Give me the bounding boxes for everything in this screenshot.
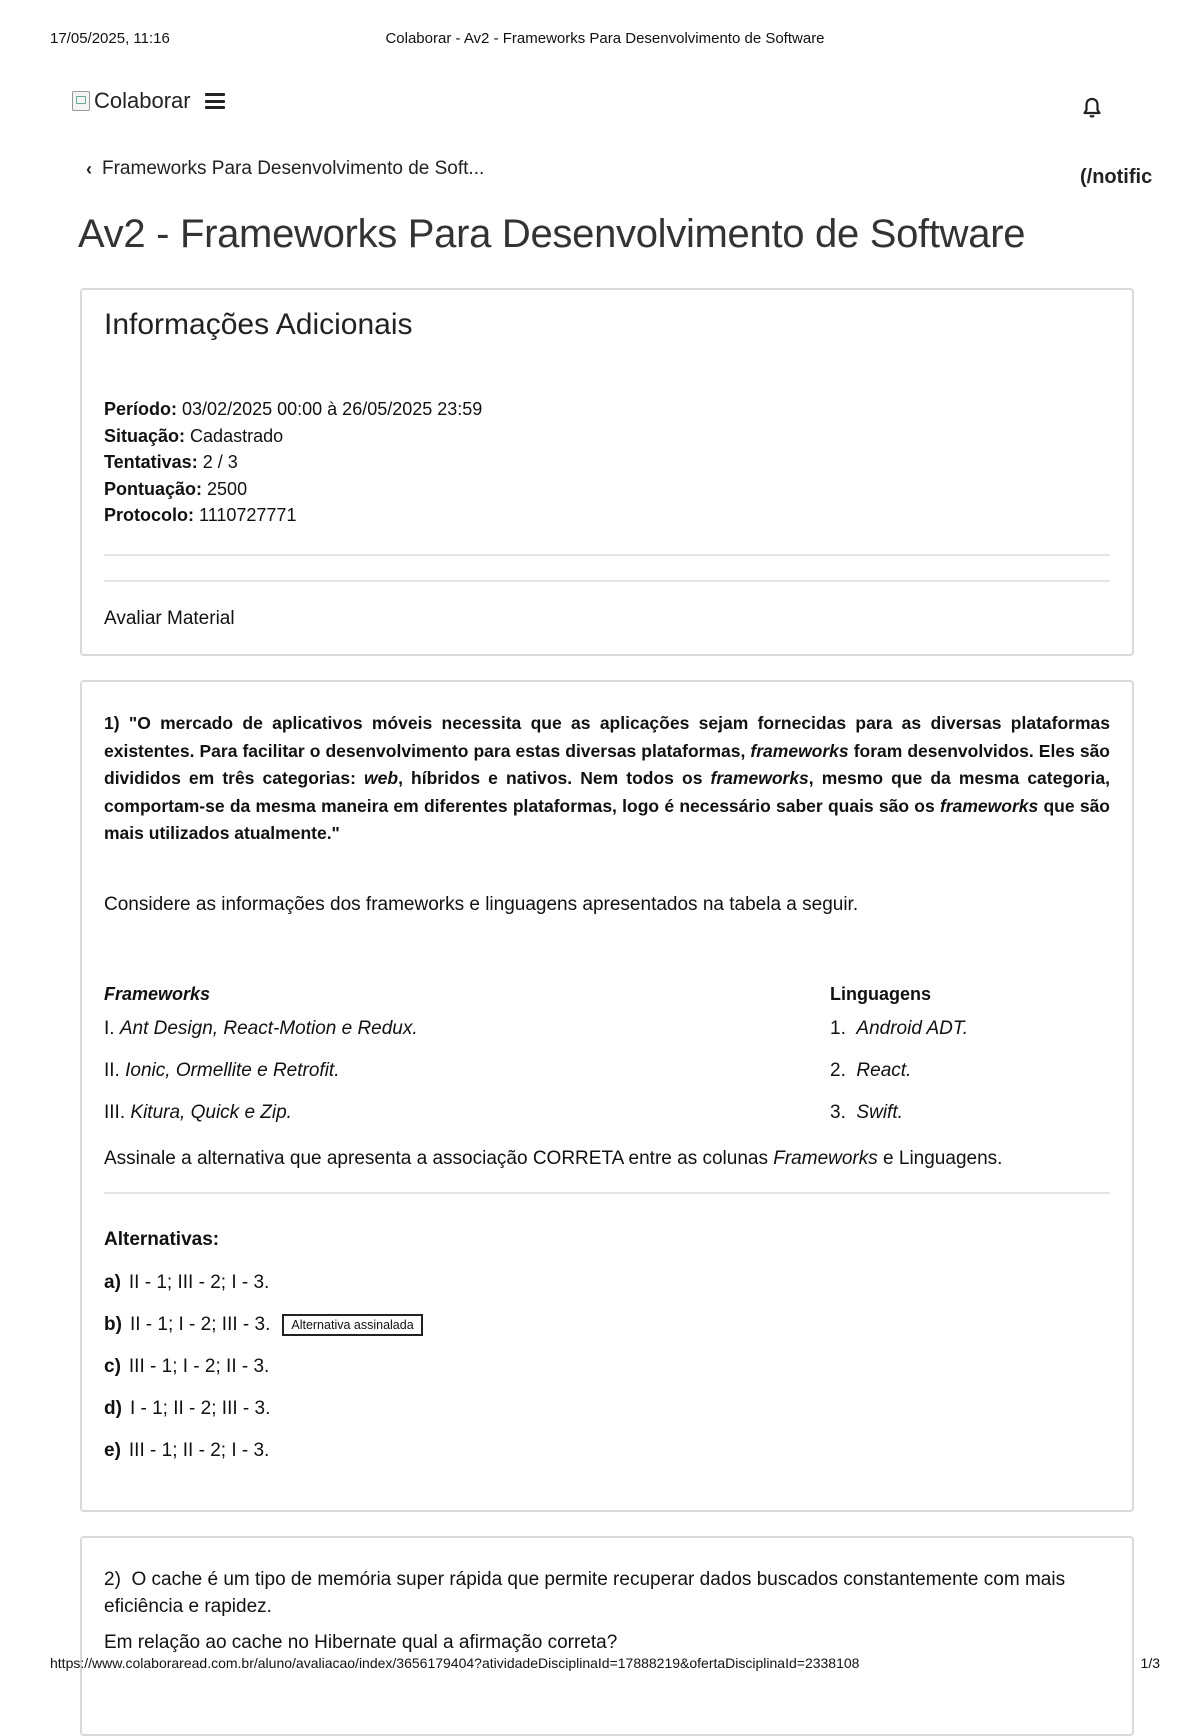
question-1-instruction: Considere as informações dos frameworks e linguagens apresentados na tabela a seguir. [104, 894, 859, 915]
question-1-prompt: Assinale a alternativa que apresenta a associação CORRETA entre as colunas Frameworks e Linguagens. [104, 1148, 1003, 1169]
info-card [80, 288, 1134, 656]
logo[interactable] [72, 88, 191, 114]
marked-alternative-badge: Alternativa assinalada [282, 1314, 422, 1336]
back-link[interactable] [86, 158, 484, 180]
question-2-card [80, 1536, 1134, 1736]
avaliar-material-link[interactable]: Avaliar Material [104, 608, 235, 629]
info-card-title: Informações Adicionais [104, 308, 413, 341]
bell-icon[interactable] [1080, 96, 1104, 120]
print-page-number: 1/3 [1140, 1655, 1160, 1671]
question-2-statement: 2) O cache é um tipo de memória super rápida que permite recuperar dados buscados constantemente com mais eficiência e rapidez. [104, 1569, 1066, 1617]
info-protocolo: Protocolo: 1110727771 [104, 505, 297, 525]
print-url: https://www.colaboraread.com.br/aluno/avaliacao/index/3656179404?atividadeDisciplinaId=17888219&ofertaDisciplinaId=2338108 [50, 1655, 860, 1671]
alternatives-header: Alternativas: [104, 1229, 220, 1250]
framework-row: I. Ant Design, React-Motion e Redux. [104, 1018, 418, 1039]
language-row: 2. React. [830, 1060, 912, 1081]
page-title: Av2 - Frameworks Para Desenvolvimento de Software [78, 212, 1026, 256]
alternative-d[interactable]: d) I - 1; II - 2; III - 3. [104, 1398, 271, 1419]
alternative-e[interactable]: e) III - 1; II - 2; I - 3. [104, 1440, 270, 1461]
print-doc-title: Colaborar - Av2 - Frameworks Para Desenvolvimento de Software [385, 30, 825, 47]
question-1-card [80, 680, 1134, 1512]
top-bar [72, 88, 225, 114]
framework-row: III. Kitura, Quick e Zip. [104, 1102, 292, 1123]
chevron-left-icon: ‹ [86, 158, 92, 179]
language-row: 3. Swift. [830, 1102, 903, 1123]
hamburger-menu-icon[interactable] [205, 93, 225, 109]
alternative-a[interactable]: a) II - 1; III - 2; I - 3. [104, 1272, 270, 1293]
info-pontuacao: Pontuação: 2500 [104, 478, 248, 499]
alternative-c[interactable]: c) III - 1; I - 2; II - 3. [104, 1356, 270, 1377]
back-link-label: Frameworks Para Desenvolvimento de Soft... [102, 158, 485, 179]
divider [104, 580, 1110, 582]
frameworks-header: Frameworks [104, 984, 211, 1004]
languages-header: Linguagens [830, 984, 932, 1004]
framework-row: II. Ionic, Ormellite e Retrofit. [104, 1060, 340, 1081]
question-1-statement: 1) "O mercado de aplicativos móveis necessita que as aplicações sejam fornecidas para as diversas plataformas existentes. Para facilitar o desenvolvimento para estas diversas plataformas, frameworks foram desenvolvidos. Eles são divididos em três categorias: web, híbridos e nativos. Nem todos os frameworks, mesmo que da mesma categoria, comportam-se da mesma maneira em diferentes plataformas, logo é necessário saber quais são os frameworks que são mais utilizados atualmente." [104, 713, 1110, 843]
alternative-b[interactable]: b) II - 1; I - 2; III - 3. Alternativa assinalada [104, 1314, 423, 1336]
divider [104, 1192, 1110, 1194]
divider [104, 554, 1110, 556]
broken-image-icon [72, 91, 90, 111]
info-tentativas: Tentativas: 2 / 3 [104, 452, 238, 472]
notifications-link[interactable]: (/notific [1080, 166, 1153, 188]
info-list [104, 396, 482, 529]
info-periodo: Período: 03/02/2025 00:00 à 26/05/2025 23:59 [104, 399, 483, 419]
language-row: 1. Android ADT. [830, 1018, 969, 1039]
info-situacao: Situação: Cadastrado [104, 425, 284, 446]
print-date: 17/05/2025, 11:16 [50, 30, 170, 47]
logo-alt-text: Colaborar [94, 88, 191, 113]
question-2-prompt: Em relação ao cache no Hibernate qual a afirmação correta? [104, 1632, 618, 1653]
